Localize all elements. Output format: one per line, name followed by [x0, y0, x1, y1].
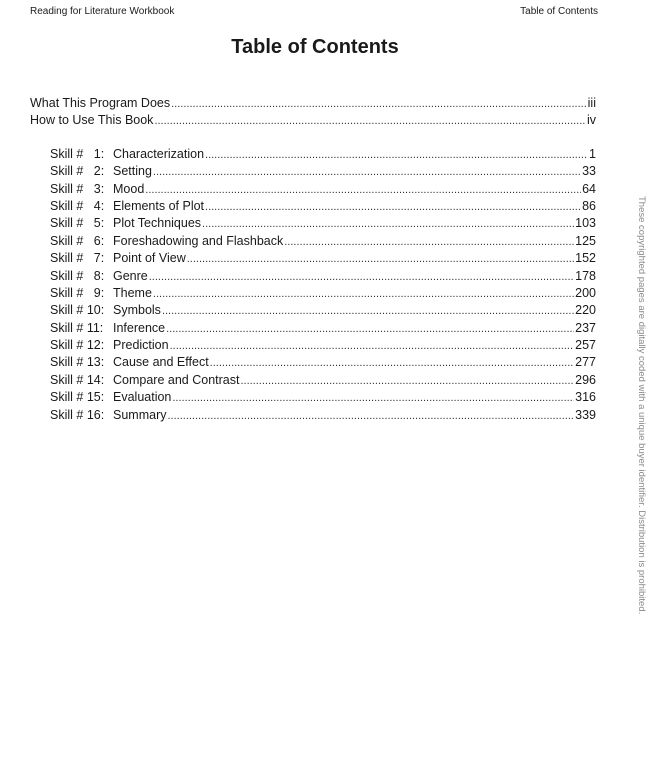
skill-number: Skill # 16: — [50, 407, 105, 422]
toc-entry-label — [50, 372, 239, 389]
toc-dot-leader — [149, 269, 574, 286]
skill-number: Skill # 1: — [50, 146, 105, 161]
toc-entry-skill — [30, 146, 596, 163]
toc-entry-label — [50, 268, 148, 285]
toc-entry-label — [50, 181, 144, 198]
skill-name: Theme — [113, 285, 152, 300]
toc-entry-label: What This Program Does — [30, 96, 171, 110]
skill-name: Cause and Effect — [113, 355, 209, 370]
toc-entry-skill — [30, 215, 596, 232]
toc-dot-leader — [170, 338, 575, 355]
skill-name: Genre — [113, 268, 148, 283]
skills-list — [30, 146, 596, 424]
table-of-contents — [30, 95, 596, 424]
toc-dot-leader — [240, 373, 574, 390]
skill-number: Skill # 15: — [50, 390, 105, 405]
skill-name: Point of View — [113, 251, 186, 266]
toc-entry-page: 339 — [575, 407, 596, 422]
toc-entry-page: 257 — [575, 338, 596, 353]
skill-number: Skill # 4: — [50, 198, 105, 213]
toc-dot-leader — [167, 408, 574, 425]
toc-dot-leader — [171, 96, 587, 113]
toc-entry-label — [50, 337, 169, 354]
skill-number: Skill # 10: — [50, 303, 105, 318]
skill-name: Summary — [113, 407, 167, 422]
running-header-right: Table of Contents — [520, 6, 598, 17]
skill-name: Symbols — [113, 303, 161, 318]
toc-entry-page: 296 — [575, 372, 596, 387]
skill-number: Skill # 6: — [50, 233, 105, 248]
skill-number: Skill # 3: — [50, 181, 105, 196]
toc-entry-label: How to Use This Book — [30, 113, 154, 128]
toc-dot-leader — [154, 113, 586, 130]
skill-number: Skill # 5: — [50, 216, 105, 231]
toc-entry-page: 220 — [575, 303, 596, 318]
toc-dot-leader — [202, 216, 574, 233]
skill-number: Skill # 11: — [50, 320, 104, 335]
toc-dot-leader — [166, 321, 574, 338]
page-title: Table of Contents — [231, 36, 399, 58]
toc-entry-label — [50, 250, 186, 267]
toc-entry-page: 316 — [575, 390, 596, 405]
skill-name: Characterization — [113, 146, 205, 161]
toc-spacer — [30, 130, 596, 146]
skill-number: Skill # 14: — [50, 372, 105, 387]
toc-entry-page: 103 — [575, 216, 596, 231]
toc-entry-label — [50, 163, 152, 180]
toc-entry-skill — [30, 198, 596, 215]
toc-dot-leader — [153, 286, 574, 303]
skill-name: Inference — [113, 320, 166, 335]
toc-entry-skill — [30, 354, 596, 371]
toc-entry-page: 86 — [582, 198, 596, 213]
toc-entry-skill — [30, 233, 596, 250]
skill-name: Evaluation — [113, 390, 172, 405]
toc-dot-leader — [145, 182, 581, 199]
skill-name: Elements of Plot — [113, 198, 205, 213]
toc-entry-page: 1 — [589, 146, 596, 161]
skill-number: Skill # 9: — [50, 285, 105, 300]
skill-number: Skill # 2: — [50, 164, 105, 179]
toc-entry-skill — [30, 181, 596, 198]
toc-entry-page: 152 — [575, 251, 596, 266]
toc-dot-leader — [205, 147, 588, 164]
toc-entry-label — [50, 233, 283, 250]
toc-dot-leader — [172, 390, 574, 407]
toc-entry-skill — [30, 268, 596, 285]
toc-entry-label — [50, 407, 166, 424]
toc-entry-skill — [30, 285, 596, 302]
toc-entry-skill — [30, 302, 596, 319]
toc-entry-page: 178 — [575, 268, 596, 283]
toc-entry-skill — [30, 163, 596, 180]
toc-entry-label — [50, 285, 152, 302]
toc-entry-page: 237 — [575, 320, 596, 335]
toc-dot-leader — [210, 355, 574, 372]
copyright-notice: These copyrighted pages are digitally coded with a unique buyer identifier. Distribution is prohibited. — [636, 196, 647, 615]
toc-dot-leader — [162, 303, 574, 320]
toc-entry-page: 64 — [582, 181, 596, 196]
toc-entry-label — [50, 146, 204, 163]
toc-entry-front-matter — [30, 112, 596, 129]
toc-entry-label — [50, 198, 204, 215]
skill-number: Skill # 8: — [50, 268, 105, 283]
toc-entry-page: iv — [586, 113, 596, 128]
toc-entry-skill — [30, 407, 596, 424]
toc-entry-page: 125 — [575, 233, 596, 248]
skill-name: Foreshadowing and Flashback — [113, 233, 284, 248]
skill-name: Prediction — [113, 338, 169, 353]
toc-entry-skill — [30, 250, 596, 267]
toc-entry-label — [50, 302, 161, 319]
toc-entry-page: iii — [587, 96, 596, 110]
toc-dot-leader — [205, 199, 581, 216]
toc-entry-label — [50, 320, 165, 337]
toc-entry-page: 277 — [575, 355, 596, 370]
toc-entry-skill — [30, 372, 596, 389]
toc-entry-label — [50, 215, 201, 232]
toc-entry-front-matter — [30, 95, 596, 112]
toc-entry-label — [50, 389, 171, 406]
toc-entry-page: 200 — [575, 285, 596, 300]
skill-number: Skill # 7: — [50, 251, 105, 266]
toc-entry-skill — [30, 320, 596, 337]
toc-entry-page: 33 — [582, 164, 596, 179]
skill-name: Setting — [113, 164, 152, 179]
toc-entry-label — [50, 354, 209, 371]
running-header-left: Reading for Literature Workbook — [30, 6, 175, 17]
skill-number: Skill # 13: — [50, 355, 105, 370]
skill-number: Skill # 12: — [50, 338, 105, 353]
skill-name: Mood — [113, 181, 145, 196]
skill-name: Plot Techniques — [113, 216, 202, 231]
toc-entry-skill — [30, 337, 596, 354]
toc-entry-skill — [30, 389, 596, 406]
toc-dot-leader — [187, 251, 574, 268]
skill-name: Compare and Contrast — [113, 372, 240, 387]
toc-dot-leader — [153, 164, 581, 181]
toc-dot-leader — [284, 234, 574, 251]
